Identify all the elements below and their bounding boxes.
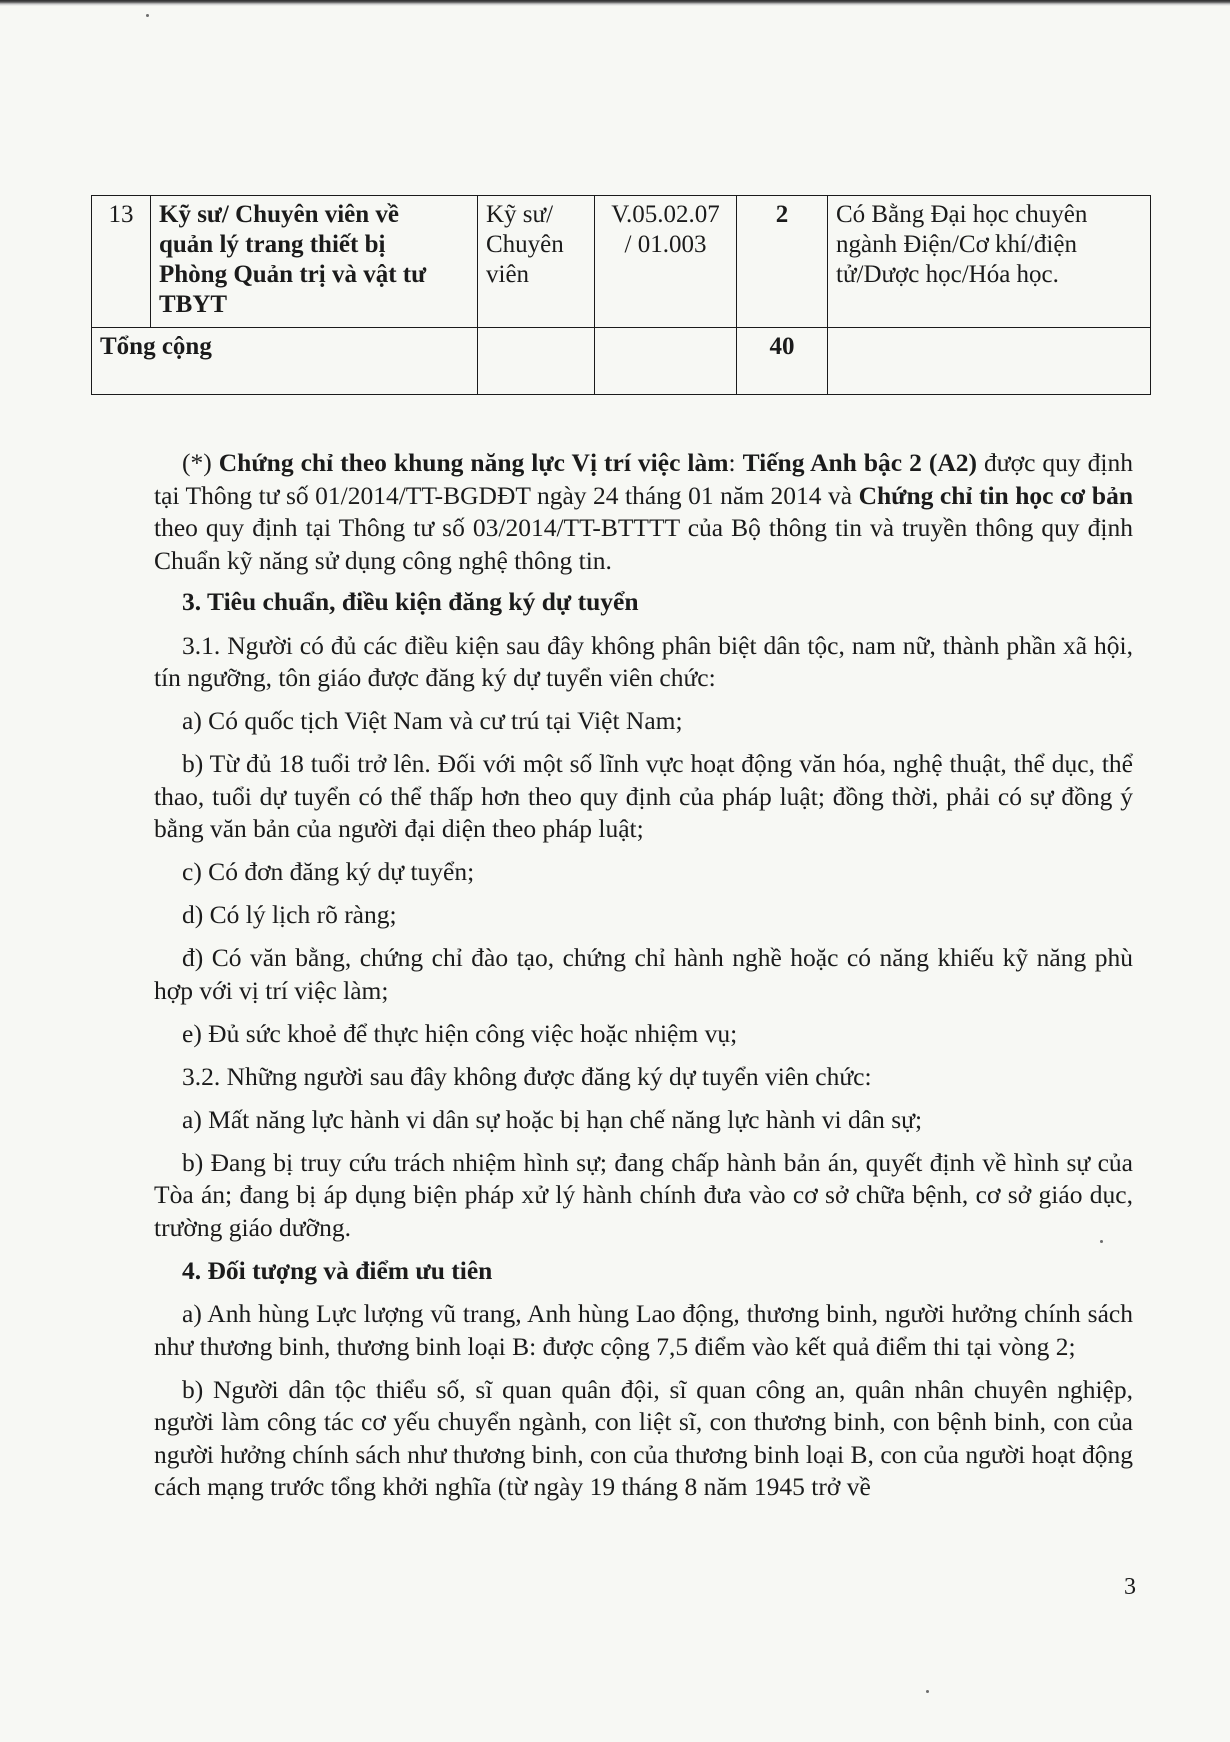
table-row [92,196,1151,328]
job-rank-line: Chuyên [486,231,564,258]
list-item: b) Từ đủ 18 tuổi trở lên. Đối với một số lĩnh vực hoạt động văn hóa, nghệ thuật, thể dục, thể thao, tuổi dự tuyển có thể thấp hơn theo quy định của pháp luật; đồng thời, phải có sự đồng ý bằng văn bản của người đại diện theo pháp luật; [154,749,1133,843]
job-title-line: TBYT [159,291,228,318]
job-requirement [828,196,1151,328]
scan-edge-line [0,0,1230,6]
job-title-line: Kỹ sư/ Chuyên viên về [159,201,400,228]
scan-speck [926,1690,929,1693]
job-requirement-line: ngành Điện/Cơ khí/điện [836,231,1077,258]
list-item: đ) Có văn bằng, chứng chỉ đào tạo, chứng chỉ hành nghề hoặc có năng khiếu kỹ năng phù hợp với vị trí việc làm; [154,943,1133,1005]
job-title-line: Phòng Quản trị và vật tư [159,261,427,288]
job-rank-line: viên [486,261,530,288]
list-item: e) Đủ sức khoẻ để thực hiện công việc hoặc nhiệm vụ; [182,1018,738,1048]
rank-code-line: V.05.02.07 [611,201,720,228]
note-text: : [728,448,743,477]
certificate-note [154,447,1133,577]
note-prefix: (*) [182,448,219,477]
job-requirement-line: Có Bằng Đại học chuyên [836,201,1088,228]
note-text: theo quy định tại Thông tư số 03/2014/TT-BTTTT của Bộ thông tin và truyền thông quy định Chuẩn kỹ năng sử dụng công nghệ thông tin. [154,513,1133,575]
job-rank [478,196,595,328]
empty-cell [595,328,737,395]
quota-quantity: 2 [737,196,828,328]
document-body [154,447,1133,1514]
recruitment-table [91,195,1151,395]
empty-cell [478,328,595,395]
rank-code [595,196,737,328]
list-item: a) Anh hùng Lực lượng vũ trang, Anh hùng Lao động, thương binh, người hưởng chính sách như thương binh, thương binh loại B: được cộng 7,5 điểm vào kết quả điểm thi tại vòng 2; [154,1299,1133,1361]
list-item: b) Người dân tộc thiểu số, sĩ quan quân đội, sĩ quan công an, quân nhân chuyên nghiệp, người làm công tác cơ yếu chuyển ngành, con liệt sĩ, con thương binh, con bệnh binh, con của người hưởng chính sách như thương binh, con của thương binh loại B, con của người hoạt động cách mạng trước tổng khởi nghĩa (từ ngày 19 tháng 8 năm 1945 trở về [154,1374,1133,1501]
list-item: b) Đang bị truy cứu trách nhiệm hình sự; đang chấp hành bản án, quyết định về hình sự của Tòa án; đang bị áp dụng biện pháp xử lý hành chính đưa vào cơ sở chữa bệnh, cơ sở giáo dục, trường giáo dưỡng. [154,1147,1133,1242]
note-bold-text: Tiếng Anh bậc 2 (A2) [742,448,978,477]
section-heading: 3. Tiêu chuẩn, điều kiện đăng ký dự tuyển [182,587,639,616]
scan-speck [146,14,149,17]
list-item: a) Có quốc tịch Việt Nam và cư trú tại Việt Nam; [182,706,683,735]
note-bold-text: Chứng chỉ tin học cơ bản [858,480,1133,510]
paragraph: 3.1. Người có đủ các điều kiện sau đây không phân biệt dân tộc, nam nữ, thành phần xã hội, tín ngưỡng, tôn giáo được đăng ký dự tuyển viên chức: [154,630,1133,692]
note-bold-text: Chứng chỉ theo khung năng lực Vị trí việc làm [218,448,729,477]
rank-code-line: / 01.003 [624,231,707,258]
note-text: được quy định tại Thông tư số 01/2014/TT-BGDĐT ngày 24 tháng 01 năm 2014 và [154,448,1134,510]
job-title-line: quản lý trang thiết bị [159,231,386,258]
section-heading: 4. Đối tượng và điểm ưu tiên [182,1255,493,1285]
list-item: a) Mất năng lực hành vi dân sự hoặc bị hạn chế năng lực hành vi dân sự; [182,1104,923,1134]
job-requirement-line: tử/Dược học/Hóa học. [836,261,1059,288]
empty-cell [828,328,1151,395]
row-number: 13 [92,196,151,328]
job-title [151,196,478,328]
page-number: 3 [1124,1574,1136,1600]
total-quantity: 40 [737,328,828,395]
job-rank-line: Kỹ sư/ [486,201,554,228]
total-label: Tổng cộng [92,328,478,395]
list-item: d) Có lý lịch rõ ràng; [182,900,397,929]
paragraph: 3.2. Những người sau đây không được đăng ký dự tuyển viên chức: [182,1061,872,1091]
list-item: c) Có đơn đăng ký dự tuyển; [182,857,475,886]
total-row [92,328,1151,395]
